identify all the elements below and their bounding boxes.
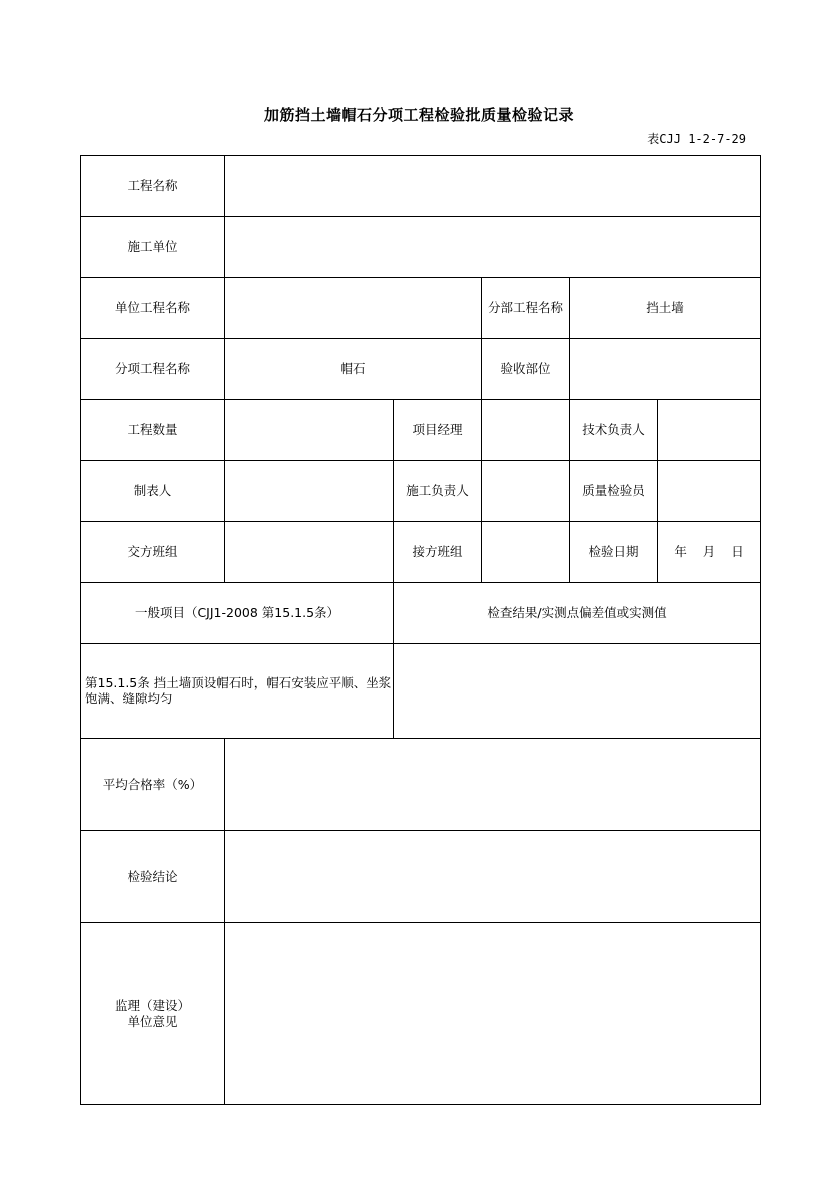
project-name-field[interactable]: [225, 156, 761, 217]
supervision-opinion-field[interactable]: [225, 923, 761, 1105]
construction-unit-field[interactable]: [225, 217, 761, 278]
clause-result-field[interactable]: [394, 644, 761, 739]
receiving-team-field[interactable]: [482, 522, 570, 583]
pass-rate-field[interactable]: [225, 739, 761, 831]
inspection-date-field[interactable]: [658, 522, 761, 583]
quantity-label: 工程数量: [81, 400, 225, 461]
construction-lead-label: 施工负责人: [394, 461, 482, 522]
supervision-label-line2: 单位意见: [127, 1013, 178, 1029]
form-code: 表CJJ 1-2-7-29: [647, 132, 746, 146]
inspection-record-table: [80, 155, 761, 1105]
division-project-field[interactable]: 挡土墙: [570, 278, 761, 339]
technical-lead-label: 技术负责人: [570, 400, 658, 461]
date-day: 日: [731, 544, 744, 560]
construction-unit-label: 施工单位: [81, 217, 225, 278]
conclusion-label: 检验结论: [81, 831, 225, 923]
supervision-label-line1: 监理（建设）: [114, 997, 190, 1013]
tabulator-field[interactable]: [225, 461, 394, 522]
project-manager-field[interactable]: [482, 400, 570, 461]
technical-lead-field[interactable]: [658, 400, 761, 461]
general-items-label: 一般项目（CJJ1-2008 第15.1.5条）: [81, 583, 394, 644]
project-name-label: 工程名称: [81, 156, 225, 217]
handover-team-label: 交方班组: [81, 522, 225, 583]
acceptance-part-label: 验收部位: [482, 339, 570, 400]
results-header: 检查结果/实测点偏差值或实测值: [394, 583, 761, 644]
subitem-project-field[interactable]: 帽石: [225, 339, 482, 400]
handover-team-field[interactable]: [225, 522, 394, 583]
quality-inspector-label: 质量检验员: [570, 461, 658, 522]
clause-text: 第15.1.5条 挡土墙顶设帽石时，帽石安装应平顺、坐浆饱满、缝隙均匀: [81, 644, 394, 739]
division-project-label: 分部工程名称: [482, 278, 570, 339]
quality-inspector-field[interactable]: [658, 461, 761, 522]
quantity-field[interactable]: [225, 400, 394, 461]
subitem-project-label: 分项工程名称: [81, 339, 225, 400]
receiving-team-label: 接方班组: [394, 522, 482, 583]
construction-lead-field[interactable]: [482, 461, 570, 522]
tabulator-label: 制表人: [81, 461, 225, 522]
conclusion-field[interactable]: [225, 831, 761, 923]
project-manager-label: 项目经理: [394, 400, 482, 461]
acceptance-part-field[interactable]: [570, 339, 761, 400]
page-title: 加筋挡土墙帽石分项工程检验批质量检验记录: [263, 106, 574, 124]
supervision-label: [81, 923, 225, 1105]
date-year: 年: [674, 544, 687, 560]
unit-project-field[interactable]: [225, 278, 482, 339]
pass-rate-label: 平均合格率（%）: [81, 739, 225, 831]
unit-project-label: 单位工程名称: [81, 278, 225, 339]
date-month: 月: [702, 544, 716, 560]
inspection-date-label: 检验日期: [570, 522, 658, 583]
